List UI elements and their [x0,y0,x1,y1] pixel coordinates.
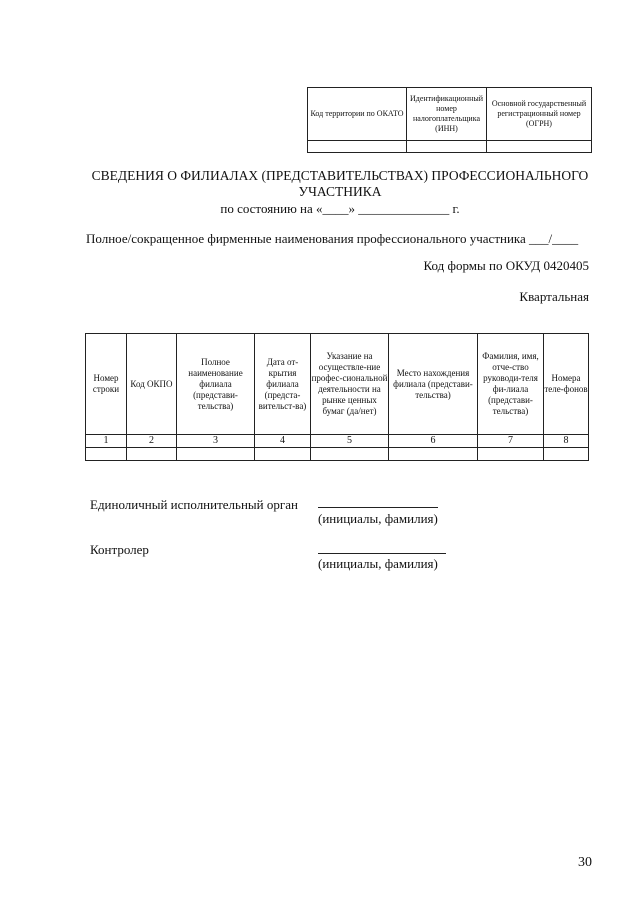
participant-name-line: Полное/сокращенное фирменные наименования профессионального участника ___/____ [86,231,579,246]
table-cell [177,448,255,461]
col-header-phones: Номера теле-фонов [544,334,589,435]
page-title-continued: УЧАСТНИКА [298,184,382,199]
executive-signature-line [318,507,438,508]
form-code: Код формы по ОКУД 0420405 [423,258,589,273]
branches-table [85,333,589,461]
table-cell [478,448,544,461]
col-header-open-date: Дата от-крытия филиала (предста-вительст-ва) [255,334,311,435]
executive-label: Единоличный исполнительный орган [90,497,298,512]
col-number: 2 [127,435,177,448]
col-header-full-name: Полное наименование филиала (представи-тельства) [177,334,255,435]
controller-signature-line [318,553,446,554]
table-cell [389,448,478,461]
executive-caption: (инициалы, фамилия) [318,511,438,526]
codes-table [307,87,592,153]
controller-caption: (инициалы, фамилия) [318,556,438,571]
table-cell [127,448,177,461]
col-header-manager: Фамилия, имя, отче-ство руководи-теля фи-лиала (представи-тельства) [478,334,544,435]
inn-header: Идентификационный номер налогоплательщика (ИНН) [407,88,487,141]
ogrn-header: Основной государственный регистрационный номер (ОГРН) [487,88,592,141]
as-of-date: по состоянию на «____» ______________ г. [220,201,460,216]
periodicity: Квартальная [519,289,589,304]
table-row [86,448,589,461]
inn-cell [407,141,487,153]
ogrn-cell [487,141,592,153]
okato-cell [308,141,407,153]
col-number: 7 [478,435,544,448]
col-number: 5 [311,435,389,448]
col-header-row-number: Номер строки [86,334,127,435]
col-number: 3 [177,435,255,448]
table-cell [311,448,389,461]
col-header-okpo: Код ОКПО [127,334,177,435]
okato-header: Код территории по ОКАТО [308,88,407,141]
col-number: 6 [389,435,478,448]
col-number: 4 [255,435,311,448]
col-header-activity: Указание на осуществле-ние профес-сиональной деятельности на рынке ценных бумаг (да/нет) [311,334,389,435]
page-title: СВЕДЕНИЯ О ФИЛИАЛАХ (ПРЕДСТАВИТЕЛЬСТВАХ) ПРОФЕССИОНАЛЬНОГО [91,168,589,183]
table-cell [86,448,127,461]
col-header-location: Место нахождения филиала (представи-тельства) [389,334,478,435]
page-number: 30 [578,855,592,870]
controller-label: Контролер [90,542,149,557]
col-number: 8 [544,435,589,448]
table-cell [544,448,589,461]
col-number: 1 [86,435,127,448]
table-cell [255,448,311,461]
